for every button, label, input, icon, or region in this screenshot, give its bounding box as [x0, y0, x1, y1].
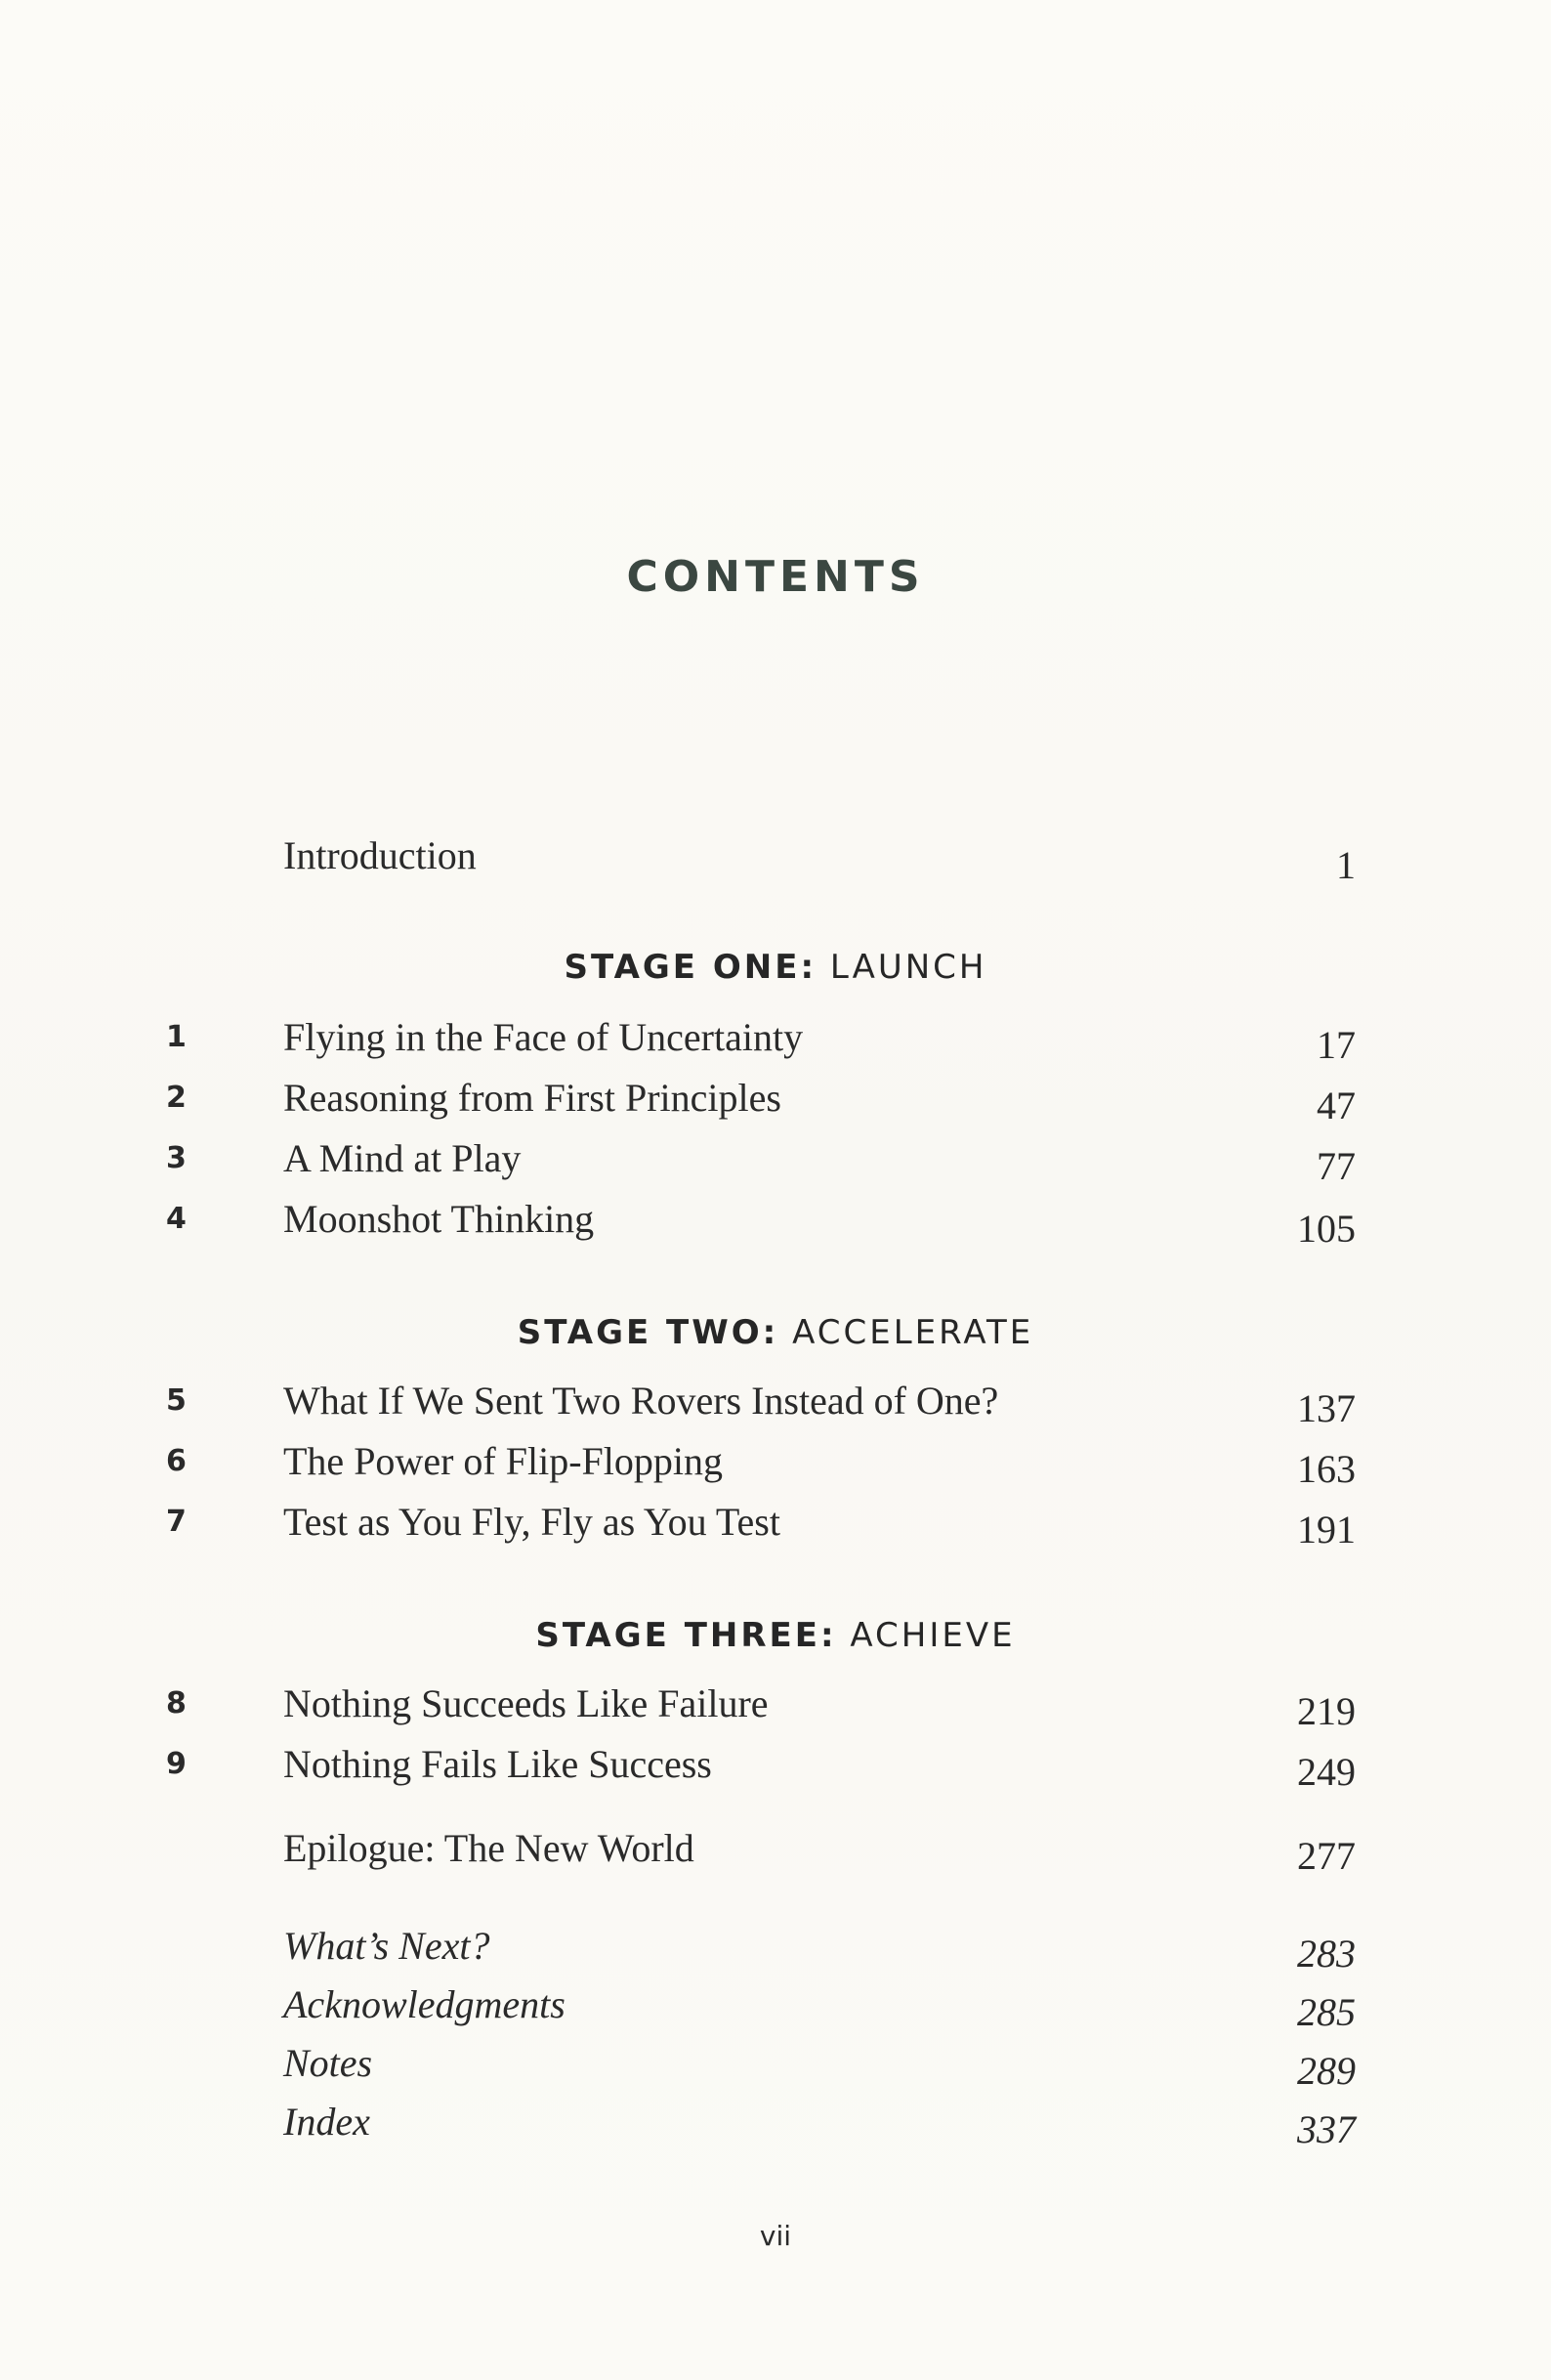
- toc-entry-chapter: [0, 1378, 1551, 1436]
- toc-entry-backmatter: [0, 2099, 1551, 2157]
- toc-entry-backmatter: [0, 1981, 1551, 2040]
- toc-entry-chapter: [0, 1438, 1551, 1497]
- page-title: CONTENTS: [626, 552, 925, 602]
- entry-page: 137: [1297, 1386, 1356, 1430]
- entry-page: 337: [1297, 2107, 1356, 2151]
- entry-page: 289: [1297, 2049, 1356, 2093]
- toc-entry-backmatter: [0, 2040, 1551, 2099]
- chapter-number: 9: [166, 1747, 187, 1781]
- entry-page: 277: [1297, 1834, 1356, 1878]
- toc-entry-chapter: [0, 1196, 1551, 1254]
- entry-page: 77: [1317, 1144, 1356, 1188]
- chapter-number: 1: [166, 1020, 187, 1054]
- entry-title: Reasoning from First Principles: [283, 1076, 781, 1120]
- toc-entry-epilogue: [0, 1825, 1551, 1884]
- entry-page: 249: [1297, 1750, 1356, 1794]
- entry-title: Nothing Succeeds Like Failure: [283, 1681, 769, 1725]
- entry-page: 17: [1317, 1023, 1356, 1067]
- chapter-number: 5: [166, 1383, 187, 1418]
- entry-page: 105: [1297, 1207, 1356, 1251]
- entry-title: Introduction: [283, 833, 477, 877]
- toc-entry-introduction: [0, 832, 1551, 891]
- chapter-number: 6: [166, 1444, 187, 1478]
- entry-title: A Mind at Play: [283, 1136, 522, 1180]
- entry-page: 191: [1297, 1508, 1356, 1551]
- chapter-number: 4: [166, 1202, 187, 1236]
- toc-entry-chapter: [0, 1499, 1551, 1557]
- stage-name: ACCELERATE: [792, 1313, 1034, 1352]
- entry-title: Moonshot Thinking: [283, 1197, 595, 1241]
- stage-label: STAGE THREE:: [535, 1616, 837, 1655]
- stage-label: STAGE ONE:: [564, 948, 817, 987]
- entry-title: What If We Sent Two Rovers Instead of One?: [283, 1379, 999, 1423]
- stage-heading-two: [0, 1313, 1551, 1352]
- entry-title: Nothing Fails Like Success: [283, 1742, 712, 1786]
- chapter-number: 8: [166, 1686, 187, 1721]
- toc-entry-chapter: [0, 1135, 1551, 1194]
- entry-title: The Power of Flip-Flopping: [283, 1439, 723, 1483]
- toc-entry-chapter: [0, 1014, 1551, 1073]
- page-number: vii: [759, 2220, 792, 2252]
- stage-label: STAGE TWO:: [517, 1313, 779, 1352]
- entry-page: 1: [1336, 843, 1356, 887]
- toc-entry-chapter: [0, 1680, 1551, 1739]
- entry-page: 47: [1317, 1084, 1356, 1127]
- chapter-number: 7: [166, 1505, 187, 1539]
- entry-title: Index: [283, 2100, 370, 2144]
- chapter-number: 2: [166, 1081, 187, 1115]
- entry-title: Flying in the Face of Uncertainty: [283, 1015, 804, 1059]
- entry-page: 219: [1297, 1689, 1356, 1733]
- entry-page: 283: [1297, 1932, 1356, 1976]
- entry-title: Notes: [283, 2041, 373, 2085]
- entry-page: 285: [1297, 1990, 1356, 2034]
- stage-heading-one: [0, 948, 1551, 987]
- stage-name: LAUNCH: [829, 948, 987, 987]
- toc-entry-backmatter: [0, 1923, 1551, 1981]
- chapter-number: 3: [166, 1141, 187, 1175]
- entry-page: 163: [1297, 1447, 1356, 1491]
- entry-title: Epilogue: The New World: [283, 1826, 694, 1870]
- entry-title: What’s Next?: [283, 1924, 490, 1968]
- stage-heading-three: [0, 1616, 1551, 1655]
- toc-entry-chapter: [0, 1741, 1551, 1800]
- stage-name: ACHIEVE: [850, 1616, 1016, 1655]
- entry-title: Test as You Fly, Fly as You Test: [283, 1500, 780, 1544]
- entry-title: Acknowledgments: [283, 1982, 566, 2026]
- toc-entry-chapter: [0, 1075, 1551, 1133]
